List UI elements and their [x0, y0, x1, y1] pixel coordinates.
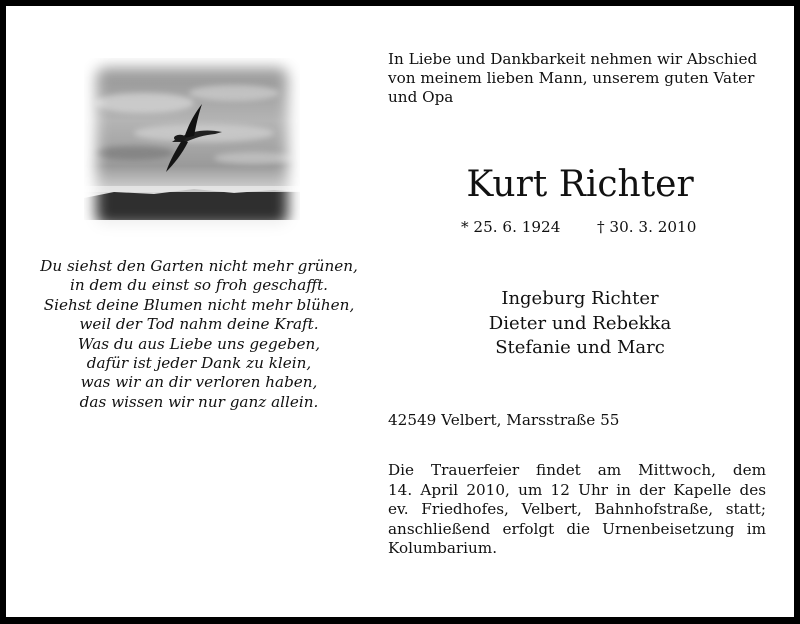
mourner-name: Dieter und Rebekka [488, 312, 672, 334]
mourners-list [388, 287, 772, 361]
intro-line: In Liebe und Dankbarkeit nehmen wir Abschied [388, 50, 758, 68]
funeral-notice [388, 461, 766, 559]
poem-line: weil der Tod nahm deine Kraft. [79, 315, 319, 334]
notice-line: 14. April 2010, um 12 Uhr in der Kapelle des [388, 480, 766, 499]
farewell-intro [388, 50, 778, 108]
intro-line: von meinem lieben Mann, unserem guten Vater [388, 69, 755, 88]
poem-line: Du siehst den Garten nicht mehr grünen, [40, 257, 358, 275]
family-address: 42549 Velbert, Marsstraße 55 [388, 411, 620, 429]
birth-date: * 25. 6. 1924 [461, 218, 561, 236]
poem-line: Siehst deine Blumen nicht mehr blühen, [43, 295, 355, 314]
death-date: † 30. 3. 2010 [597, 218, 697, 236]
poem-line: in dem du einst so froh geschafft. [69, 276, 329, 295]
mourner-name: Stefanie und Marc [495, 337, 665, 358]
obituary-card [6, 6, 794, 617]
seagull-photo [84, 58, 300, 238]
notice-line: Die Trauerfeier findet am Mittwoch, dem [388, 461, 766, 479]
mourner-name: Ingeburg Richter [501, 288, 659, 309]
deceased-name: Kurt Richter [466, 164, 694, 205]
life-dates [461, 217, 761, 237]
poem-line: Was du aus Liebe uns gegeben, [77, 334, 321, 353]
poem-line: was wir an dir verloren haben, [80, 373, 318, 392]
notice-line: ev. Friedhofes, Velbert, Bahnhofstraße, statt; [388, 500, 766, 518]
memorial-poem [26, 257, 372, 412]
intro-line: und Opa [388, 88, 454, 107]
notice-line: Kolumbarium. [388, 539, 498, 557]
notice-line: anschließend erfolgt die Urnenbeisetzung im [388, 519, 766, 538]
poem-line: dafür ist jeder Dank zu klein, [86, 354, 312, 373]
poem-line: das wissen wir nur ganz allein. [79, 392, 319, 411]
